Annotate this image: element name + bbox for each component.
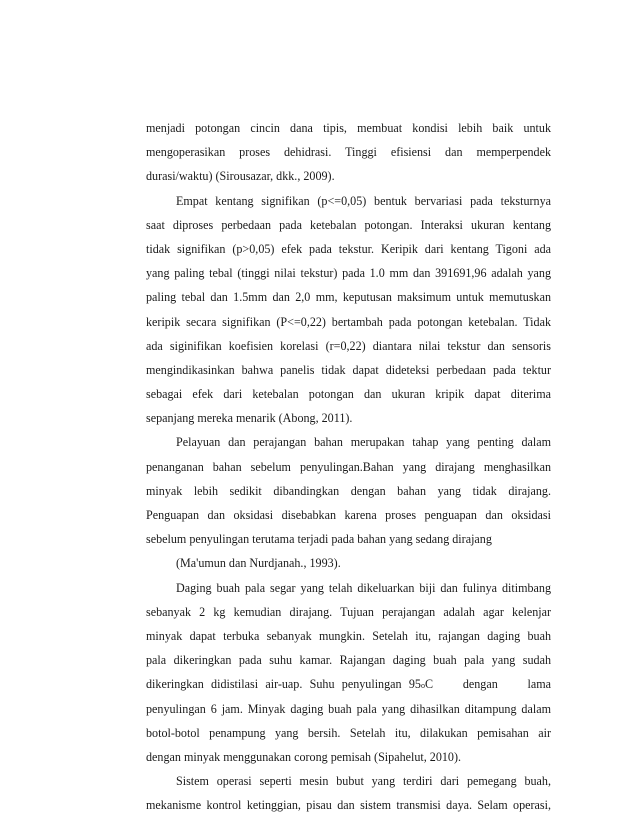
text-line: minyak lebih sedikit dibandingkan dengan bahan yang tidak dirajang.	[146, 483, 551, 498]
text-segment	[146, 672, 421, 696]
word: 95	[408, 677, 421, 692]
text-line: durasi/waktu) (Sirousazar, dkk., 2009).	[146, 169, 335, 184]
text-line: Pelayuan dan perajangan bahan merupakan tahap yang penting dalam	[176, 435, 551, 450]
text-line: pala dikeringkan pada suhu kamar. Rajangan daging buah pala yang sudah	[146, 653, 551, 668]
text-line: Empat kentang signifikan (p<=0,05) bentuk bervariasi pada teksturnya	[176, 193, 551, 208]
text-line: Daging buah pala segar yang telah dikeluarkan biji dan fulinya ditimbang	[176, 580, 551, 595]
text-line: botol-botol penampung yang bersih. Setelah itu, dilakukan pemisahan air	[146, 725, 551, 740]
paragraph	[146, 576, 551, 770]
word: dikeringkan	[146, 677, 204, 692]
text-line: mengoperasikan proses dehidrasi. Tinggi efisiensi dan memperpendek	[146, 145, 551, 160]
text-line: penanganan bahan sebelum penyulingan.Bahan yang dirajang menghasilkan	[146, 459, 551, 474]
text-line: tidak signifikan (p>0,05) efek pada tekstur. Keripik dari kentang Tigoni ada	[146, 241, 551, 256]
word: penyulingan	[341, 677, 402, 692]
text-line: paling tebal dan 1.5mm dan 2,0 mm, keputusan maksimum untuk memutuskan	[146, 290, 551, 305]
text-line: keripik secara signifikan (P<=0,22) bertambah pada potongan ketebalan. Tidak	[146, 314, 551, 329]
text-line: sebelum penyulingan terutama terjadi pada bahan yang sedang dirajang	[146, 532, 492, 547]
word: didistilasi	[211, 677, 259, 692]
word: air-uap.	[265, 677, 303, 692]
paragraph	[146, 189, 551, 431]
word: dengan	[462, 677, 498, 692]
text-line: saat diproses perbedaan pada ketebalan potongan. Interaksi ukuran kentang	[146, 217, 551, 232]
paragraph	[146, 551, 551, 575]
paragraph	[146, 769, 551, 817]
paragraph	[146, 430, 551, 551]
text-line: minyak dapat terbuka sebanyak mungkin. Setelah itu, rajangan daging buah	[146, 628, 551, 643]
text-line: mengindikasinkan bahwa panelis tidak dapat dideteksi perbedaan pada tektur	[146, 362, 551, 377]
text-line: sebanyak 2 kg kemudian dirajang. Tujuan perajangan adalah agar kelenjar	[146, 604, 551, 619]
word: lama	[527, 677, 551, 692]
paragraph	[146, 116, 551, 189]
text-line: Sistem operasi seperti mesin bubut yang terdiri dari pemegang buah,	[176, 774, 551, 789]
text-line: yang paling tebal (tinggi nilai tekstur) pada 1.0 mm dan 391691,96 adalah yang	[146, 266, 551, 281]
word: Suhu	[309, 677, 335, 692]
text-line: penyulingan 6 jam. Minyak daging buah pala yang dihasilkan ditampung dalam	[146, 701, 551, 716]
text-line: sebagai efek dari ketebalan potongan dan ukuran kripik dapat diterima	[146, 387, 551, 402]
text-line-with-superscript: dikeringkan didistilasi air-uap. Suhu penyulingan 95 o C dengan lama	[146, 672, 551, 696]
body-text	[146, 116, 551, 817]
text-line: dengan minyak menggunakan corong pemisah (Sipahelut, 2010).	[146, 749, 462, 764]
text-line: menjadi potongan cincin dana tipis, membuat kondisi lebih baik untuk	[146, 121, 551, 135]
text-line: Penguapan dan oksidasi disebabkan karena proses penguapan dan oksidasi	[146, 508, 551, 522]
word: C	[425, 677, 434, 692]
text-segment	[425, 672, 551, 696]
text-line: ada siginifikan koefisien korelasi (r=0,22) diantara nilai tekstur dan sensoris	[146, 338, 551, 353]
text-line: sepanjang mereka menarik (Abong, 2011).	[146, 411, 353, 426]
text-line: (Ma'umun dan Nurdjanah., 1993).	[176, 556, 341, 571]
text-line: mekanisme kontrol ketinggian, pisau dan sistem transmisi daya. Selam operasi,	[146, 798, 551, 813]
